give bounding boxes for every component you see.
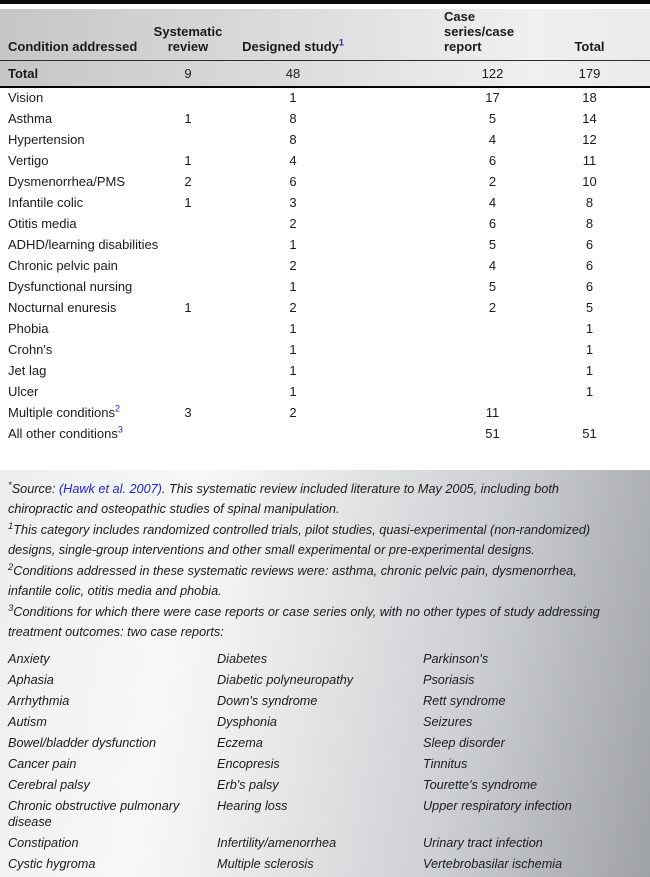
footnote-ref-3[interactable]: 3 [118, 424, 123, 434]
value-cell: 6 [541, 255, 650, 276]
value-cell: 8 [236, 108, 350, 129]
condition-list-item: Constipation [8, 835, 217, 856]
value-cell: 5 [541, 297, 650, 318]
study-table-section [0, 9, 650, 444]
condition-cell: Jet lag [0, 360, 140, 381]
top-rule [0, 0, 650, 4]
value-cell: 1 [236, 276, 350, 297]
condition-cell: Vertigo [0, 150, 140, 171]
value-cell [350, 339, 541, 360]
value-cell: 1 [236, 234, 350, 255]
condition-list-item: Erb's palsy [217, 777, 423, 798]
value-cell: 3 [236, 192, 350, 213]
condition-cell: Vision [0, 87, 140, 108]
condition-cell: Multiple conditions$^2$ [0, 402, 140, 423]
value-cell: 2 [350, 171, 541, 192]
table-header [0, 9, 650, 61]
condition-list-item: Chronic obstructive pulmonary disease [8, 798, 217, 836]
condition-list-item: Infertility/amenorrhea [217, 835, 423, 856]
table-row [0, 171, 650, 192]
condition-list-item: Urinary tract infection [423, 835, 614, 856]
header-row [0, 9, 650, 61]
footnote-ref-1[interactable]: 1 [339, 38, 344, 48]
table-row [0, 276, 650, 297]
footnote-2: $^2$Conditions addressed in these systematic reviews were: asthma, chronic pelvic pain, dysmenorrhea, infantile colic, otitis media and phobia. [8, 561, 614, 601]
condition-list-item: Upper respiratory infection [423, 798, 614, 836]
condition-list-item: Seizures [423, 714, 614, 735]
condition-cell: Hypertension [0, 129, 140, 150]
condition-list-item: Sleep disorder [423, 735, 614, 756]
value-cell: 6 [236, 171, 350, 192]
study-table [0, 9, 650, 444]
value-cell: 8 [541, 192, 650, 213]
condition-cell: Nocturnal enuresis [0, 297, 140, 318]
col-header-case-series-line1: Case series/case [444, 9, 514, 39]
value-cell: 2 [236, 402, 350, 423]
table-row [0, 192, 650, 213]
footnote-source: *Source: (Hawk et al. 2007). This systematic review included literature to May 2005, including both chiropractic and osteopathic studies of spinal manipulation. [8, 479, 614, 519]
value-cell: 1 [140, 192, 236, 213]
total-total: 179 [541, 61, 650, 87]
total-case-series: 122 [350, 61, 541, 87]
value-cell: 1 [541, 318, 650, 339]
value-cell: 1 [236, 360, 350, 381]
value-cell: 1 [236, 318, 350, 339]
value-cell: 4 [350, 129, 541, 150]
col-header-systematic-review: Systematic review [140, 9, 236, 61]
condition-list-item: Tinnitus [423, 756, 614, 777]
condition-list-item: Autism [8, 714, 217, 735]
condition-cell: Ulcer [0, 381, 140, 402]
condition-cell: Otitis media [0, 213, 140, 234]
footnote-3: $^3$Conditions for which there were case reports or case series only, with no other types of study addressing treatment outcomes: two case reports: [8, 602, 614, 642]
value-cell: 4 [350, 255, 541, 276]
case-report-conditions-list [8, 651, 614, 877]
footnote-marker: * [8, 479, 12, 490]
condition-list-item: Encopresis [217, 756, 423, 777]
condition-cell: Crohn's [0, 339, 140, 360]
value-cell: 5 [350, 276, 541, 297]
table-row [0, 297, 650, 318]
condition-cell: Dysmenorrhea/PMS [0, 171, 140, 192]
condition-list-item: Eczema [217, 735, 423, 756]
table-row [0, 255, 650, 276]
footnotes [8, 479, 614, 642]
value-cell: 1 [236, 87, 350, 108]
condition-cell: Dysfunctional nursing [0, 276, 140, 297]
value-cell [140, 276, 236, 297]
table-body [0, 61, 650, 444]
total-systematic-review: 9 [140, 61, 236, 87]
footnote-marker: 3 [8, 602, 13, 613]
total-row-label: Total [0, 61, 140, 87]
value-cell: 11 [350, 402, 541, 423]
footnote-marker: 1 [8, 520, 13, 531]
condition-cell: Phobia [0, 318, 140, 339]
footnote-marker: 2 [8, 561, 13, 572]
value-cell: 2 [236, 297, 350, 318]
table-row [0, 87, 650, 108]
value-cell [140, 318, 236, 339]
col-header-condition: Condition addressed [0, 9, 140, 61]
col-header-case-series [350, 9, 541, 61]
value-cell: 3 [140, 402, 236, 423]
value-cell: 2 [140, 171, 236, 192]
value-cell: 1 [236, 381, 350, 402]
condition-list-item: Parkinson's [423, 651, 614, 672]
condition-list-item: Anxiety [8, 651, 217, 672]
condition-list-item: Cancer pain [8, 756, 217, 777]
condition-list-item: Rett syndrome [423, 693, 614, 714]
condition-list-item: Cystic hygroma [8, 856, 217, 877]
value-cell: 6 [350, 213, 541, 234]
value-cell: 8 [236, 129, 350, 150]
value-cell [140, 381, 236, 402]
value-cell: 1 [541, 381, 650, 402]
condition-list-item: Hearing loss [217, 798, 423, 836]
value-cell: 8 [541, 213, 650, 234]
condition-list-item: Diabetes [217, 651, 423, 672]
value-cell: 4 [236, 150, 350, 171]
condition-list-item: Dysphonia [217, 714, 423, 735]
value-cell: 6 [350, 150, 541, 171]
condition-list-item: Arrhythmia [8, 693, 217, 714]
value-cell: 2 [236, 255, 350, 276]
condition-cell: ADHD/learning disabilities [0, 234, 140, 255]
value-cell: 6 [541, 234, 650, 255]
value-cell [236, 423, 350, 444]
value-cell: 5 [350, 234, 541, 255]
condition-list-item: Tourette's syndrome [423, 777, 614, 798]
table-row [0, 423, 650, 444]
value-cell [140, 360, 236, 381]
value-cell [140, 87, 236, 108]
value-cell: 1 [140, 108, 236, 129]
citation-link[interactable]: (Hawk et al. 2007) [59, 482, 162, 496]
table-row [0, 108, 650, 129]
value-cell [140, 213, 236, 234]
table-row [0, 318, 650, 339]
table-row [0, 150, 650, 171]
table-row [0, 234, 650, 255]
condition-cell: Asthma [0, 108, 140, 129]
condition-list-item: Down's syndrome [217, 693, 423, 714]
value-cell: 2 [350, 297, 541, 318]
condition-list-item: Aphasia [8, 672, 217, 693]
value-cell: 1 [140, 297, 236, 318]
condition-list-item: Vertebrobasilar ischemia [423, 856, 614, 877]
footnote-ref-2[interactable]: 2 [115, 403, 120, 413]
value-cell [350, 381, 541, 402]
value-cell: 51 [350, 423, 541, 444]
table-row [0, 129, 650, 150]
condition-list-item: Psoriasis [423, 672, 614, 693]
value-cell: 1 [236, 339, 350, 360]
value-cell [350, 318, 541, 339]
col-header-designed-study [236, 9, 350, 61]
table-row [0, 360, 650, 381]
condition-list-item: Multiple sclerosis [217, 856, 423, 877]
value-cell: 6 [541, 276, 650, 297]
condition-list-item: Bowel/bladder dysfunction [8, 735, 217, 756]
table-row [0, 213, 650, 234]
value-cell [350, 360, 541, 381]
value-cell [140, 339, 236, 360]
value-cell: 10 [541, 171, 650, 192]
footnote-1: $^1$This category includes randomized controlled trials, pilot studies, quasi-experimental (non-randomized) designs, single-group interventions and other small experimental or pre-experimental designs. [8, 520, 614, 560]
value-cell [541, 402, 650, 423]
value-cell [140, 255, 236, 276]
table-row [0, 402, 650, 423]
condition-list-item: Diabetic polyneuropathy [217, 672, 423, 693]
value-cell: 5 [350, 108, 541, 129]
value-cell: 1 [541, 339, 650, 360]
value-cell: 51 [541, 423, 650, 444]
col-header-total: Total [541, 9, 650, 61]
footnotes-section [0, 470, 650, 877]
value-cell: 11 [541, 150, 650, 171]
value-cell [140, 423, 236, 444]
value-cell: 17 [350, 87, 541, 108]
condition-cell: All other conditions$^3$ [0, 423, 140, 444]
value-cell: 4 [350, 192, 541, 213]
value-cell: 18 [541, 87, 650, 108]
total-designed-study: 48 [236, 61, 350, 87]
value-cell: 14 [541, 108, 650, 129]
table-row [0, 381, 650, 402]
condition-list-item: Cerebral palsy [8, 777, 217, 798]
table-row [0, 339, 650, 360]
col-header-designed-study-label: Designed study [242, 39, 339, 54]
value-cell: 2 [236, 213, 350, 234]
col-header-case-series-line2: report [444, 39, 482, 54]
total-row [0, 61, 650, 87]
value-cell: 1 [541, 360, 650, 381]
value-cell [140, 129, 236, 150]
value-cell: 12 [541, 129, 650, 150]
value-cell: 1 [140, 150, 236, 171]
condition-cell: Infantile colic [0, 192, 140, 213]
condition-cell: Chronic pelvic pain [0, 255, 140, 276]
